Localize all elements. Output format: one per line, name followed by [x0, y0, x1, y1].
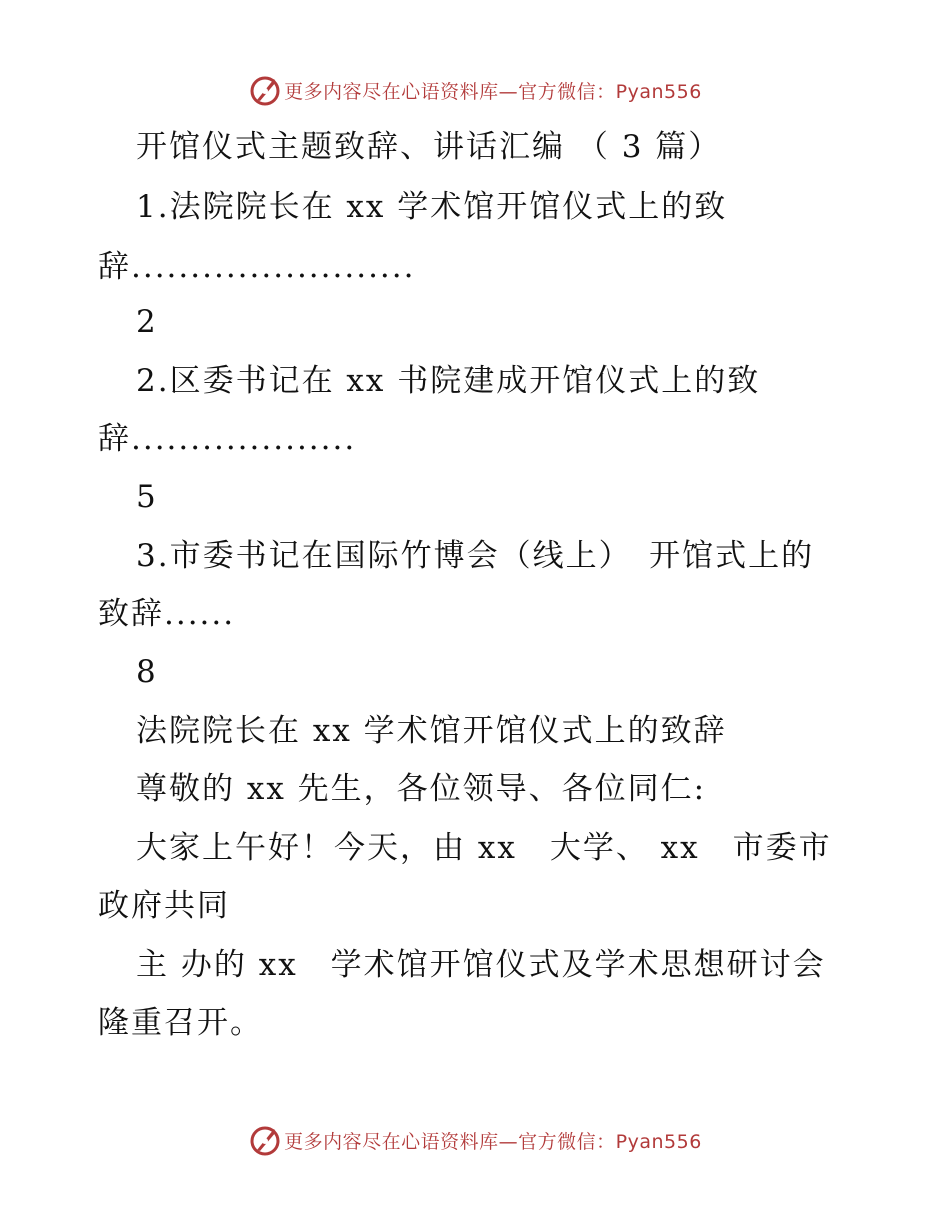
toc-entry-1-page: 2: [136, 304, 158, 340]
speech-heading: 法院院长在 xx 学术馆开馆仪式上的致辞: [136, 713, 727, 749]
footer-watermark-banner: [0, 1120, 950, 1160]
toc-entry-2-page: 5: [136, 479, 158, 515]
body-paragraph-line: 隆重召开。: [98, 1005, 263, 1041]
speech-salutation: 尊敬的 xx 先生，各位领导、各位同仁:: [136, 771, 707, 807]
toc-entry-2-leader: 辞...................: [98, 421, 357, 457]
footer-watermark-text: 更多内容尽在心语资料库—官方微信：Pyan556: [284, 1130, 702, 1153]
quill-logo-icon: [248, 73, 282, 107]
toc-entry-1-title: 1.法院院长在 xx 学术馆开馆仪式上的致: [136, 189, 728, 225]
toc-entry-1-leader: 辞........................: [98, 249, 416, 285]
toc-entry-3-leader: 致辞......: [98, 596, 236, 632]
header-watermark-text: 更多内容尽在心语资料库—官方微信：Pyan556: [284, 80, 702, 103]
body-paragraph-line: 大家上午好！今天，由 xx 大学、 xx 市委市: [136, 830, 832, 866]
quill-logo-icon: [248, 1123, 282, 1157]
toc-entry-3-title: 3.市委书记在国际竹博会（线上） 开馆式上的: [136, 538, 815, 574]
toc-entry-2-title: 2.区委书记在 xx 书院建成开馆仪式上的致: [136, 363, 761, 399]
body-paragraph-line: 政府共同: [98, 888, 230, 924]
document-title: 开馆仪式主题致辞、讲话汇编 （ 3 篇）: [136, 129, 722, 165]
body-paragraph-line: 主 办的 xx 学术馆开馆仪式及学术思想研讨会: [136, 947, 826, 983]
toc-entry-3-page: 8: [136, 654, 158, 690]
header-watermark-banner: [0, 70, 950, 110]
